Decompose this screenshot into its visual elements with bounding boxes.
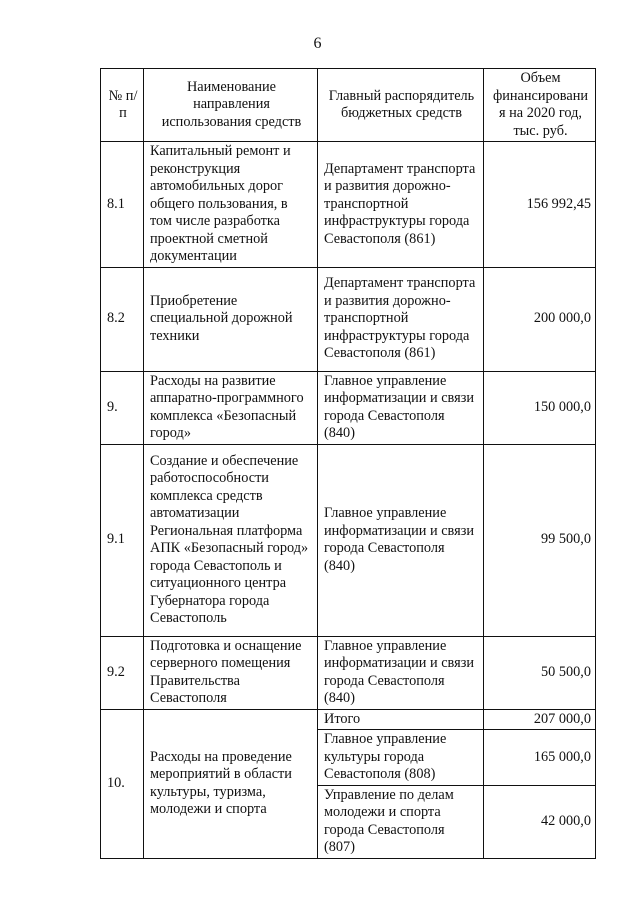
row-admin: Департамент транспорта и развития дорожно-транспортной инфраструктуры города Севастополя (861) <box>318 142 484 268</box>
row-num: 8.1 <box>101 142 144 268</box>
row-amount: 150 000,0 <box>484 371 596 444</box>
page-number: 6 <box>313 35 322 52</box>
row-amount: 156 992,45 <box>484 142 596 268</box>
row-name: Создание и обеспечение работоспособности комплекса средств автоматизации Региональная платформа АПК «Безопасный город» города Севастополь и ситуационного центра Губернатора города Севастополь <box>144 444 318 636</box>
table-row <box>101 371 596 444</box>
table-header-row <box>101 69 596 142</box>
row-name: Приобретение специальной дорожной техники <box>144 267 318 371</box>
row-name: Капитальный ремонт и реконструкция автомобильных дорог общего пользования, в том числе разработка проектной сметной документации <box>144 142 318 268</box>
row-admin: Управление по делам молодежи и спорта города Севастополя (807) <box>318 785 484 858</box>
row-name: Расходы на проведение мероприятий в области культуры, туризма, молодежи и спорта <box>144 709 318 858</box>
row-num: 9.2 <box>101 636 144 709</box>
row-admin: Главное управление информатизации и связи города Севастополя (840) <box>318 636 484 709</box>
table-row <box>101 636 596 709</box>
header-admin: Главный распорядитель бюджетных средств <box>318 69 484 142</box>
row-name: Расходы на развитие аппаратно-программного комплекса «Безопасный город» <box>144 371 318 444</box>
row-amount: 200 000,0 <box>484 267 596 371</box>
row-amount: 42 000,0 <box>484 785 596 858</box>
table-row <box>101 267 596 371</box>
row-admin-total: Итого <box>318 709 484 730</box>
header-name: Наименование направления использования средств <box>144 69 318 142</box>
row-admin: Главное управление культуры города Севастополя (808) <box>318 730 484 786</box>
row-amount: 99 500,0 <box>484 444 596 636</box>
row-admin: Главное управление информатизации и связи города Севастополя (840) <box>318 444 484 636</box>
table-row <box>101 142 596 268</box>
row-amount-total: 207 000,0 <box>484 709 596 730</box>
table-row <box>101 444 596 636</box>
row-admin: Департамент транспорта и развития дорожно-транспортной инфраструктуры города Севастополя (861) <box>318 267 484 371</box>
row-num: 10. <box>101 709 144 858</box>
header-num: № п/п <box>101 69 144 142</box>
row-amount: 165 000,0 <box>484 730 596 786</box>
header-amount: Объем финансирования на 2020 год, тыс. руб. <box>484 69 596 142</box>
row-name: Подготовка и оснащение серверного помещения Правительства Севастополя <box>144 636 318 709</box>
row-amount: 50 500,0 <box>484 636 596 709</box>
row-num: 9.1 <box>101 444 144 636</box>
row-admin: Главное управление информатизации и связи города Севастополя (840) <box>318 371 484 444</box>
budget-table <box>100 68 596 859</box>
table-row <box>101 709 596 730</box>
row-num: 8.2 <box>101 267 144 371</box>
row-num: 9. <box>101 371 144 444</box>
